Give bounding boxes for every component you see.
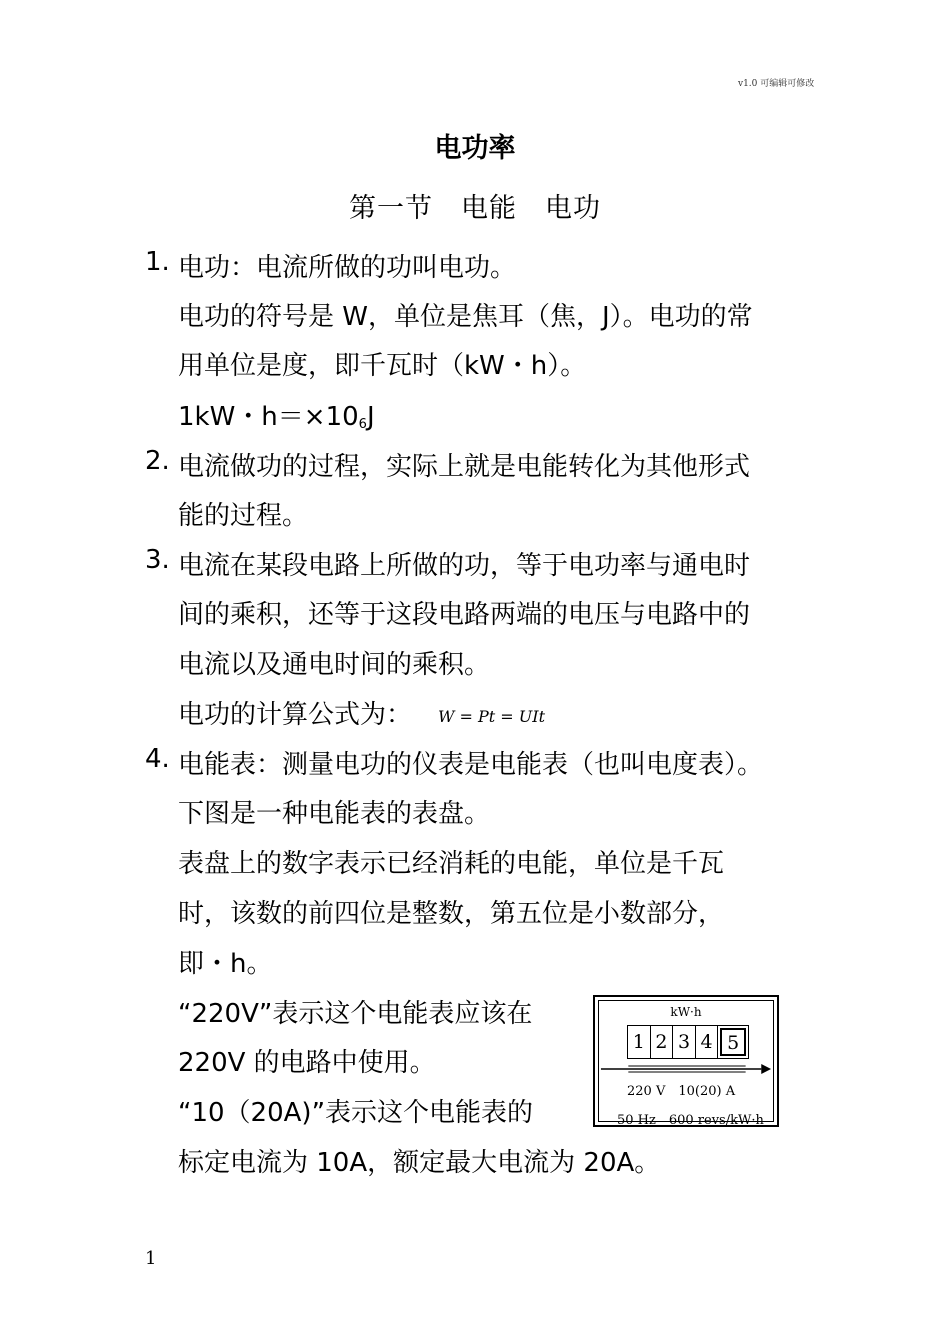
item-number-1: 1. <box>145 247 170 277</box>
item-1-line-3: 用单位是度，即千瓦时（kW・h）。 <box>178 351 587 381</box>
meter-rating-frequency-revs: 50 Hz 600 revs/kW·h <box>617 1113 764 1128</box>
paragraph-220v-line-2: 220V 的电路中使用。 <box>178 1048 436 1078</box>
item-4-line-4: 时，该数的前四位是整数，第五位是小数部分， <box>178 899 725 929</box>
meter-digit-2: 2 <box>651 1026 674 1058</box>
item-1-line-2: 电功的符号是 W，单位是焦耳（焦，J）。电功的常 <box>178 302 753 332</box>
meter-unit-label: kW·h <box>670 1005 702 1019</box>
item-4-line-3: 表盘上的数字表示已经消耗的电能，单位是千瓦 <box>178 849 725 879</box>
energy-meter-dial <box>593 995 779 1127</box>
header-version-note: v1.0 可编辑可修改 <box>738 79 815 89</box>
page-number: 1 <box>145 1248 157 1269</box>
item-3-line-1: 电流在某段电路上所做的功，等于电功率与通电时 <box>178 551 751 581</box>
unit-conversion <box>178 396 375 433</box>
meter-digit-3: 3 <box>673 1026 696 1058</box>
paragraph-220v-line-1: “220V”表示这个电能表应该在 <box>178 999 533 1029</box>
item-4-line-1: 电能表：测量电功的仪表是电能表（也叫电度表）。 <box>178 750 764 780</box>
section-subtitle: 第一节 电能 电功 <box>349 193 601 224</box>
item-3-line-3: 电流以及通电时间的乘积。 <box>178 650 491 680</box>
paragraph-10a-line-2: 标定电流为 10A，额定最大电流为 20A。 <box>178 1148 661 1178</box>
item-4-line-2: 下图是一种电能表的表盘。 <box>178 799 491 829</box>
meter-panel <box>598 1000 774 1128</box>
conversion-exponent: 6 <box>358 417 367 432</box>
item-number-3: 3. <box>145 545 170 575</box>
formula-label: 电功的计算公式为： <box>178 700 413 730</box>
work-formula: W = Pt = UIt <box>438 707 546 726</box>
item-4-line-5: 即・h。 <box>178 949 273 979</box>
paragraph-10a-line-1: “10（20A)”表示这个电能表的 <box>178 1098 534 1128</box>
meter-fraction-digit: 5 <box>720 1028 746 1056</box>
item-number-2: 2. <box>145 446 170 476</box>
meter-rotor-arrow-icon <box>599 1063 773 1075</box>
page-title: 电功率 <box>434 133 516 164</box>
item-2-line-1: 电流做功的过程，实际上就是电能转化为其他形式 <box>178 452 751 482</box>
item-number-4: 4. <box>145 744 170 774</box>
meter-rating-voltage-current: 220 V 10(20) A <box>627 1084 736 1099</box>
conversion-suffix: J <box>366 402 375 432</box>
meter-digit-1: 1 <box>628 1026 651 1058</box>
item-1-line-1: 电功：电流所做的功叫电功。 <box>178 253 517 283</box>
meter-digit-4: 4 <box>696 1026 719 1058</box>
conversion-prefix: 1kW・h＝×10 <box>178 402 359 432</box>
meter-digit-counter <box>627 1025 749 1059</box>
item-2-line-2: 能的过程。 <box>178 501 309 531</box>
item-3-line-2: 间的乘积，还等于这段电路两端的电压与电路中的 <box>178 600 751 630</box>
